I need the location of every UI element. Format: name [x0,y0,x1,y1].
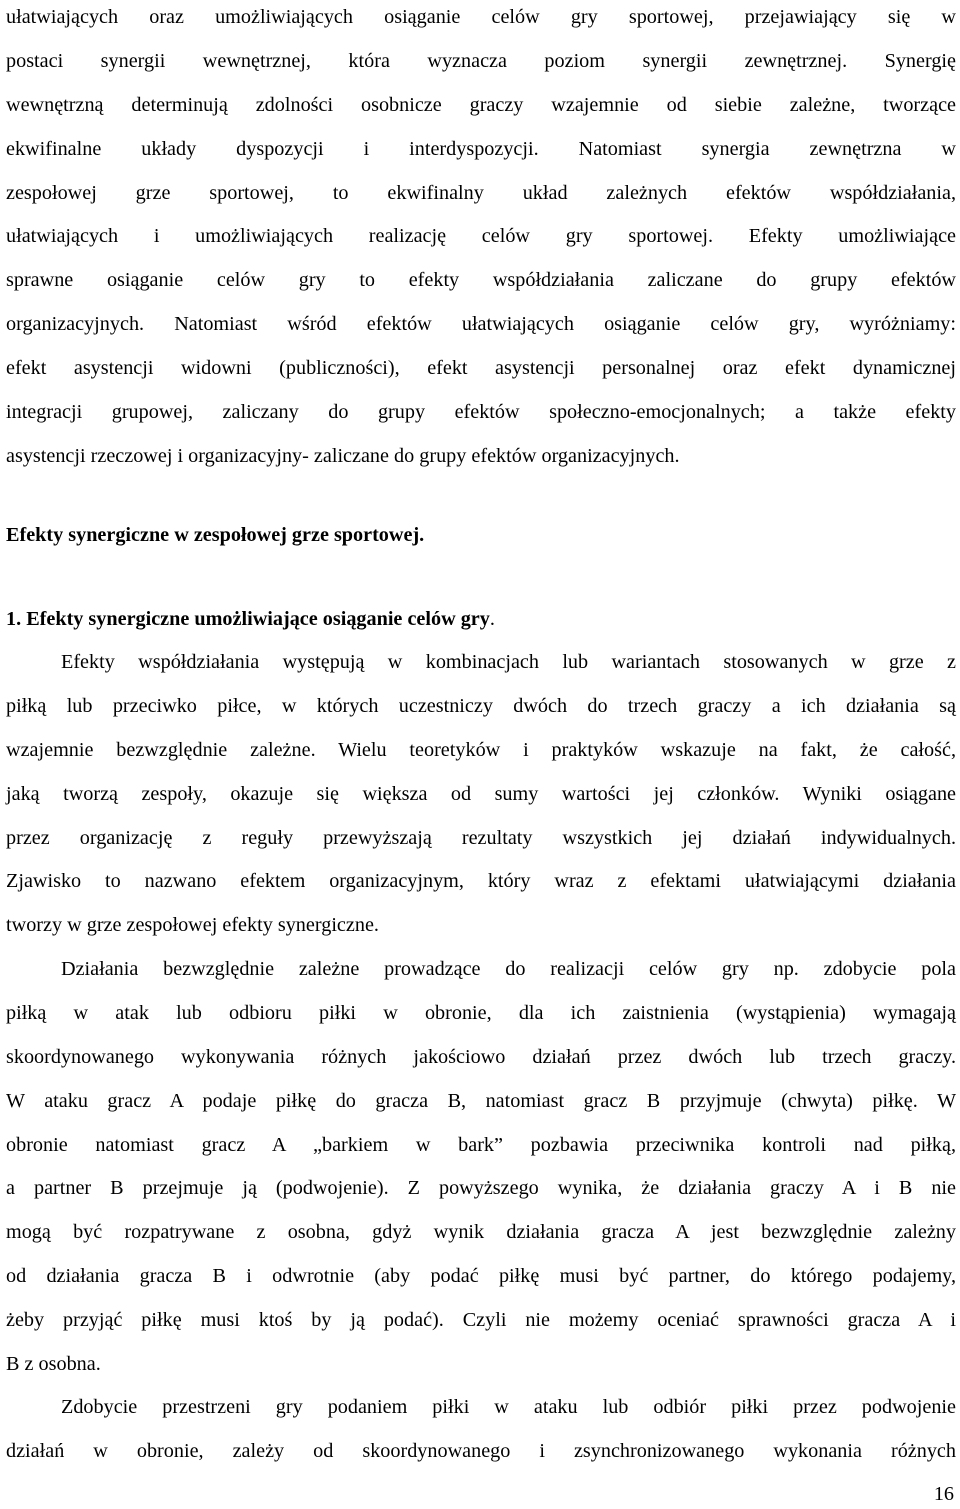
paragraph-line: wewnętrzną determinują zdolności osobnicze graczy wzajemnie od siebie zależne, tworzące [6,93,956,116]
paragraph-line: żeby przyjąć piłkę musi ktoś by ją podać). Czyli nie możemy oceniać sprawności gracza A i [6,1309,956,1332]
paragraph-line: ułatwiających oraz umożliwiających osiąganie celów gry sportowej, przejawiający się w [6,6,956,28]
paragraph-line: efekt asystencji widowni (publiczności), efekt asystencji personalnej oraz efekt dynamicznej [6,357,956,380]
paragraph-line: od działania gracza B i odwrotnie (aby podać piłkę musi być partner, do którego podajemy, [6,1265,956,1288]
paragraph-line: B z osobna. [6,1353,101,1376]
paragraph-line: działań w obronie, zależy od skoordynowanego i zsynchronizowanego wykonania różnych [6,1439,956,1462]
paragraph-line: jaką tworzą zespoły, okazuje się większa od sumy wartości jej członków. Wyniki osiągane [6,782,956,805]
paragraph-line: Zjawisko to nazwano efektem organizacyjnym, który wraz z efektami ułatwiającymi działania [6,870,956,893]
paragraph-line: obronie natomiast gracz A „barkiem w bark” pozbawia przeciwnika kontroli nad piłką, [6,1133,956,1156]
paragraph-line: asystencji rzeczowej i organizacyjny- zaliczane do grupy efektów organizacyjnych. [6,444,680,467]
paragraph-line: Efekty współdziałania występują w kombinacjach lub wariantach stosowanych w grze z [61,651,956,673]
section-heading: Efekty synergiczne w zespołowej grze sportowej. [6,524,425,546]
paragraph-line: sprawne osiąganie celów gry to efekty współdziałania zaliczane do grupy efektów [6,269,956,292]
paragraph-line: integracji grupowej, zaliczany do grupy efektów społeczno-emocjonalnych; a także efekty [6,401,956,424]
subsection-heading-text: 1. Efekty synergiczne umożliwiające osiąganie celów gry [6,608,490,630]
paragraph-line: wzajemnie bezwzględnie zależne. Wielu teoretyków i praktyków wskazuje na fakt, że całość, [6,738,956,761]
paragraph-line: piłką w atak lub odbioru piłki w obronie, dla ich zaistnienia (wystąpienia) wymagają [6,1001,956,1024]
page-number: 16 [933,1483,954,1505]
subsection-heading [6,598,495,642]
paragraph-line: mogą być rozpatrywane z osobna, gdyż wynik działania gracza A jest bezwzględnie zależny [6,1221,956,1244]
paragraph-2 [6,641,956,948]
paragraph-line: tworzy w grze zespołowej efekty synergiczne. [6,914,379,937]
paragraph-line: organizacyjnych. Natomiast wśród efektów ułatwiających osiąganie celów gry, wyróżniamy: [6,313,956,336]
paragraph-line: ekwifinalne układy dyspozycji i interdyspozycji. Natomiast synergia zewnętrzna w [6,137,956,160]
paragraph-line: piłką lub przeciwko piłce, w których uczestniczy dwóch do trzech graczy a ich działania są [6,694,956,717]
paragraph-line: Działania bezwzględnie zależne prowadzące do realizacji celów gry np. zdobycie pola [61,958,956,980]
paragraph-line: a partner B przejmuje ją (podwojenie). Z powyższego wynika, że działania graczy A i B nie [6,1177,956,1200]
paragraph-line: przez organizację z reguły przewyższają rezultaty wszystkich jej działań indywidualnych. [6,826,956,849]
paragraph-line: skoordynowanego wykonywania różnych jakościowo działań przez dwóch lub trzech graczy. [6,1045,956,1068]
paragraph-4 [6,1386,956,1474]
paragraph-line: W ataku gracz A podaje piłkę do gracza B, natomiast gracz B przyjmuje (chwyta) piłkę. W [6,1089,956,1112]
paragraph-3 [6,948,956,1387]
paragraph-line: zespołowej grze sportowej, to ekwifinalny układ zależnych efektów współdziałania, [6,181,956,204]
paragraph-line: postaci synergii wewnętrznej, która wyznacza poziom synergii zewnętrznej. Synergię [6,49,956,72]
paragraph-1 [6,0,956,479]
subsection-heading-period: . [489,608,495,630]
paragraph-line: ułatwiających i umożliwiających realizację celów gry sportowej. Efekty umożliwiające [6,225,956,248]
paragraph-line: Zdobycie przestrzeni gry podaniem piłki w ataku lub odbiór piłki przez podwojenie [61,1396,956,1418]
